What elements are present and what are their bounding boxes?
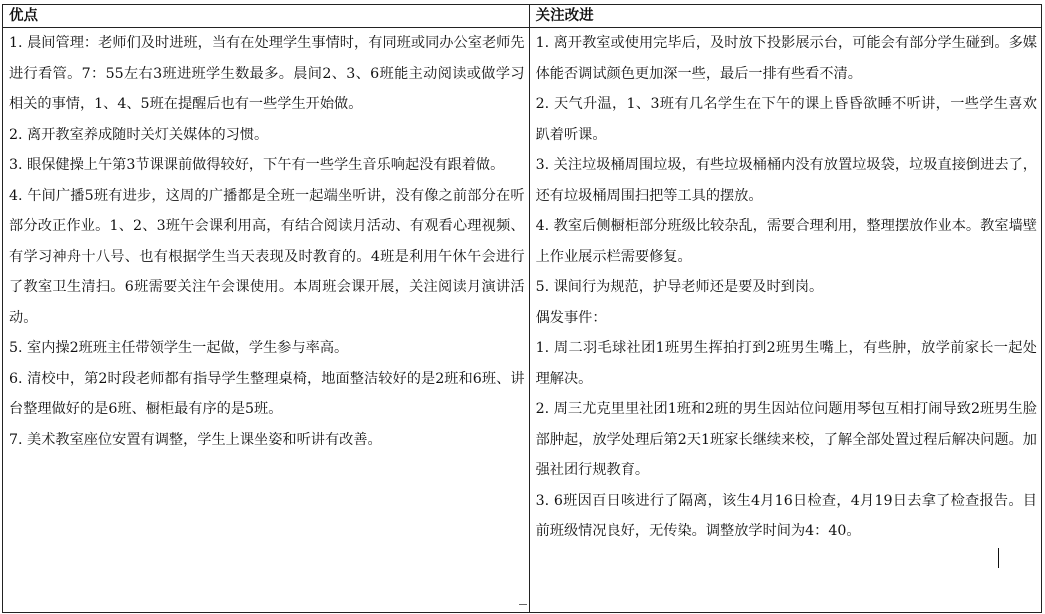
strengths-cell (3, 28, 530, 613)
incident-item-1: 1. 周二羽毛球社团1班男生挥拍打到2班男生嘴上，有些肿，放学前家长一起处理解决。 (535, 340, 1037, 387)
strength-item-4: 4. 午间广播5班有进步，这周的广播都是全班一起端坐听讲，没有像之前部分在听部分改正作业。1、2、3班午会课利用高，有结合阅读月活动、有观看心理视频、有学习神舟十八号、也有根据学生当天表现及时教育的。4班是利用午休午会进行了教室卫生清扫。6班需要关注午会课使用。本周班会课开展，关注阅读月演讲活动。 (9, 187, 525, 326)
strength-item-7: 7. 美术教室座位安置有调整，学生上课坐姿和听讲有改善。 (9, 431, 382, 448)
report-table (2, 4, 1042, 613)
incident-item-2: 2. 周三尤克里里社团1班和2班的男生因站位问题用琴包互相打闹导致2班男生脸部肿起，放学处理后第2天1班家长继续来校，了解全部处置过程后解决问题。加强社团行规教育。 (535, 401, 1037, 478)
header-strengths: 优点 (3, 5, 530, 28)
improvement-item-4: 4. 教室后侧橱柜部分班级比较杂乱，需要合理利用，整理摆放作业本。教室墙壁上作业展示栏需要修复。 (535, 218, 1037, 265)
strength-item-6: 6. 清校中，第2时段老师都有指导学生整理桌椅，地面整洁较好的是2班和6班、讲台整理做好的是6班、橱柜最有序的是5班。 (9, 370, 525, 417)
improvement-item-3: 3. 关注垃圾桶周围垃圾，有些垃圾桶桶内没有放置垃圾袋，垃圾直接倒进去了，还有垃圾桶周围扫把等工具的摆放。 (535, 157, 1037, 204)
improvement-item-5: 5. 课间行为规范，护导老师还是要及时到岗。 (535, 279, 824, 295)
header-improvements: 关注改进 (529, 5, 1041, 28)
incident-item-3: 3. 6班因百日咳进行了隔离，该生4月16日检查，4月19日去拿了检查报告。目前班级情况良好，无传染。调整放学时间为4：40。 (535, 492, 1037, 539)
content-row (3, 28, 1042, 613)
strength-item-3: 3. 眼保健操上午第3节课课前做得较好，下午有一些学生音乐响起没有跟着做。 (9, 157, 505, 173)
improvement-item-2: 2. 天气升温，1、3班有几名学生在下午的课上昏昏欲睡不听讲，一些学生喜欢趴着听课。 (535, 96, 1037, 143)
strength-item-2: 2. 离开教室养成随时关灯关媒体的习惯。 (9, 126, 269, 143)
incidents-heading: 偶发事件： (535, 309, 607, 326)
strength-item-5: 5. 室内操2班班主任带领学生一起做，学生参与率高。 (9, 340, 349, 356)
strength-item-1: 1. 晨间管理：老师们及时进班，当有在处理学生事情时，有同班或同办公室老师先进行看管。7：55左右3班进班学生数最多。晨间2、3、6班能主动阅读或做学习相关的事情，1、4、5班在提醒后也有一些学生开始做。 (9, 35, 525, 112)
improvement-item-1: 1. 离开教室或使用完毕后，及时放下投影展示台，可能会有部分学生碰到。多媒体能否调试颜色更加深一些，最后一排有些看不清。 (535, 35, 1037, 82)
header-row (3, 5, 1042, 28)
improvements-cell (529, 28, 1041, 613)
text-cursor (998, 548, 999, 568)
table-end-mark (519, 604, 527, 605)
